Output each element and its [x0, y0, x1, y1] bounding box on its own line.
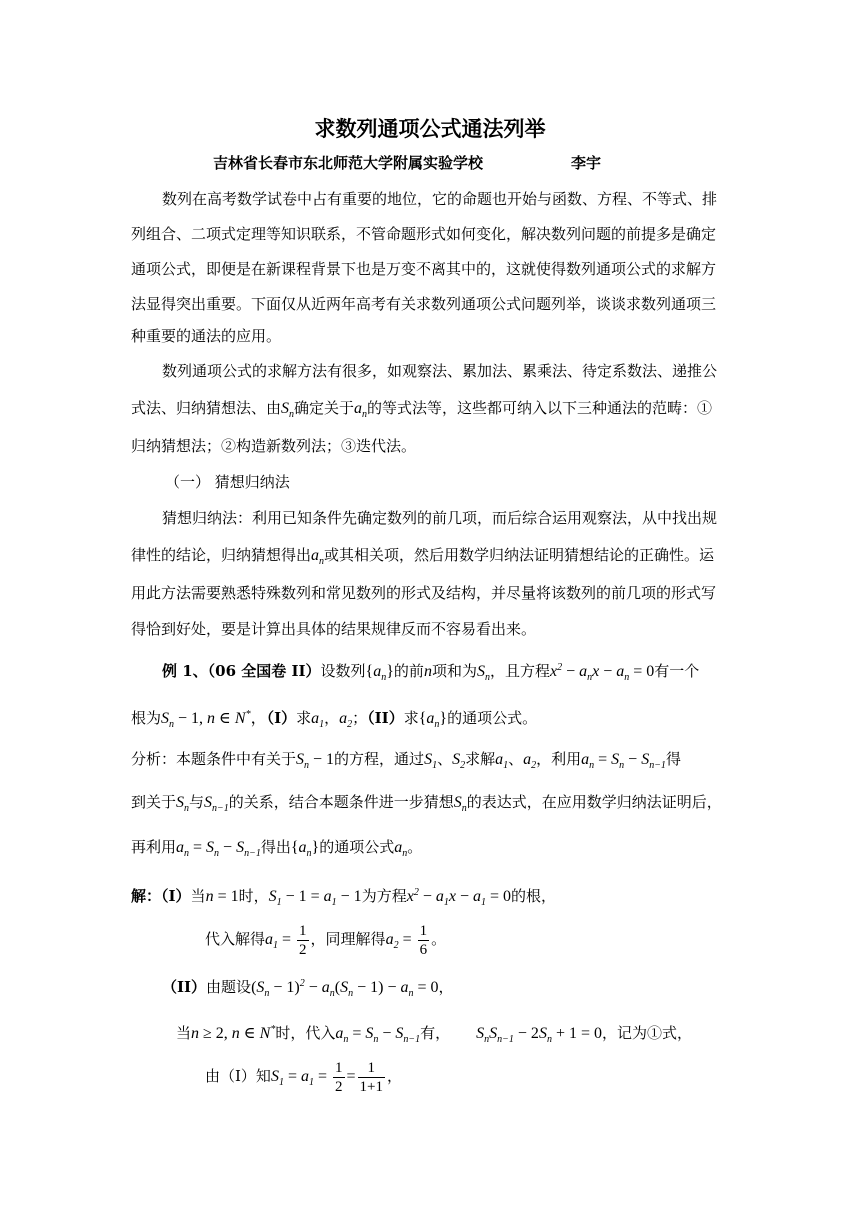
solution-line-4: 当n ≥ 2, n ∈ N*时，代入$a_n = S_n - S_{n-1}$有， $S_nS_{n-1} - 2S_n + 1 = 0$，记为①式，	[176, 1024, 692, 1046]
intro-line-3: 通项公式，即便是在新课程背景下也是万变不离其中的，这就使得数列通项公式的求解方	[131, 260, 717, 278]
solution-line-5: 由（I）知$S_1 = a_1$ = $\frac{1}{2}$ = $\frac{1}{1+1}$ ，	[205, 1059, 403, 1095]
para-line-3: 用此方法需要熟悉特殊数列和常见数列的形式及结构，并尽量将该数列的前几项的形式写	[131, 584, 717, 602]
section-heading: （一） 猜想归纳法	[165, 473, 290, 491]
intro-line-2: 列组合、二项式定理等知识联系，不管命题形式如何变化，解决数列问题的前提多是确定	[131, 225, 717, 243]
methods-line-3: 归纳猜想法；②构造新数列法；③迭代法。	[131, 437, 417, 455]
affiliation: 吉林省长春市东北师范大学附属实验学校	[213, 154, 484, 172]
methods-line-1: 数列通项公式的求解方法有很多，如观察法、累加法、累乘法、待定系数法、递推公	[162, 362, 718, 380]
analysis-line-3: 再利用$a_n = S_n - S_{n-1}$得出$\{a_n\}$的通项公式$a_n$。	[131, 838, 423, 860]
para-line-1: 猜想归纳法：利用已知条件先确定数列的前几项，而后综合运用观察法，从中找出规	[162, 509, 718, 527]
byline	[213, 152, 601, 173]
solution-line-1: 解：（I）当n = 1时，$S_1 - 1 = a_1 - 1$为方程$x^2 - a_1x - a_1 = 0$的根，	[131, 887, 557, 908]
fraction: $\frac{1}{2}$	[335, 1059, 343, 1095]
para-line-4: 得恰到好处，要是计算出具体的结果规律反而不容易看出来。	[131, 620, 537, 638]
fraction: $\frac{1}{6}$	[419, 922, 428, 958]
fraction: $\frac{1}{2}$	[299, 922, 307, 958]
example-line-1: 例 1、（06 全国卷 II）设数列$\{a_n\}$的前n项和为$S_n$，且方程$x^2 - a_nx - a_n = 0$有一个	[162, 662, 700, 684]
solution-line-2: 代入解得$a_1$ = $\frac{1}{2}$ ，同理解得$a_2$ = $\frac{1}{6}$ 。	[205, 922, 447, 958]
author: 李宇	[571, 154, 602, 172]
intro-line-1: 数列在高考数学试卷中占有重要的地位，它的命题也开始与函数、方程、不等式、排	[162, 190, 718, 208]
solution-line-3: （II）由题设$(S_n - 1)^2 - a_n(S_n - 1) - a_n = 0$，	[162, 978, 454, 1000]
intro-line-5: 种重要的通法的应用。	[131, 327, 282, 345]
example-line-2: 根为$S_n - 1$, n ∈ N*，（I）求$a_1$，$a_2$；（II）求$\{a_n\}$的通项公式。	[131, 709, 538, 731]
analysis-line-1: 分析：本题条件中有关于$S_n - 1$的方程，通过$S_1$、$S_2$求解$a_1$、$a_2$，利用$a_n = S_n - S_{n-1}$得	[131, 750, 681, 772]
intro-line-4: 法显得突出重要。下面仅从近两年高考有关求数列通项公式问题列举，谈谈求数列通项三	[131, 295, 717, 313]
methods-line-2: 式法、归纳猜想法、由$S_n$确定关于$a_n$的等式法等，这些都可纳入以下三种通法的范畴：①	[131, 399, 713, 421]
fraction: $\frac{1}{1+1}$	[359, 1059, 383, 1095]
analysis-line-2: 到关于$S_n$与$S_{n-1}$的关系，结合本题条件进一步猜想$S_n$的表达式，在应用数学归纳法证明后，	[131, 793, 722, 815]
document-title: 求数列通项公式通法列举	[314, 117, 546, 141]
para-line-2: 律性的结论，归纳猜想得出$a_n$或其相关项，然后用数学归纳法证明猜想结论的正确性。运	[131, 546, 715, 568]
